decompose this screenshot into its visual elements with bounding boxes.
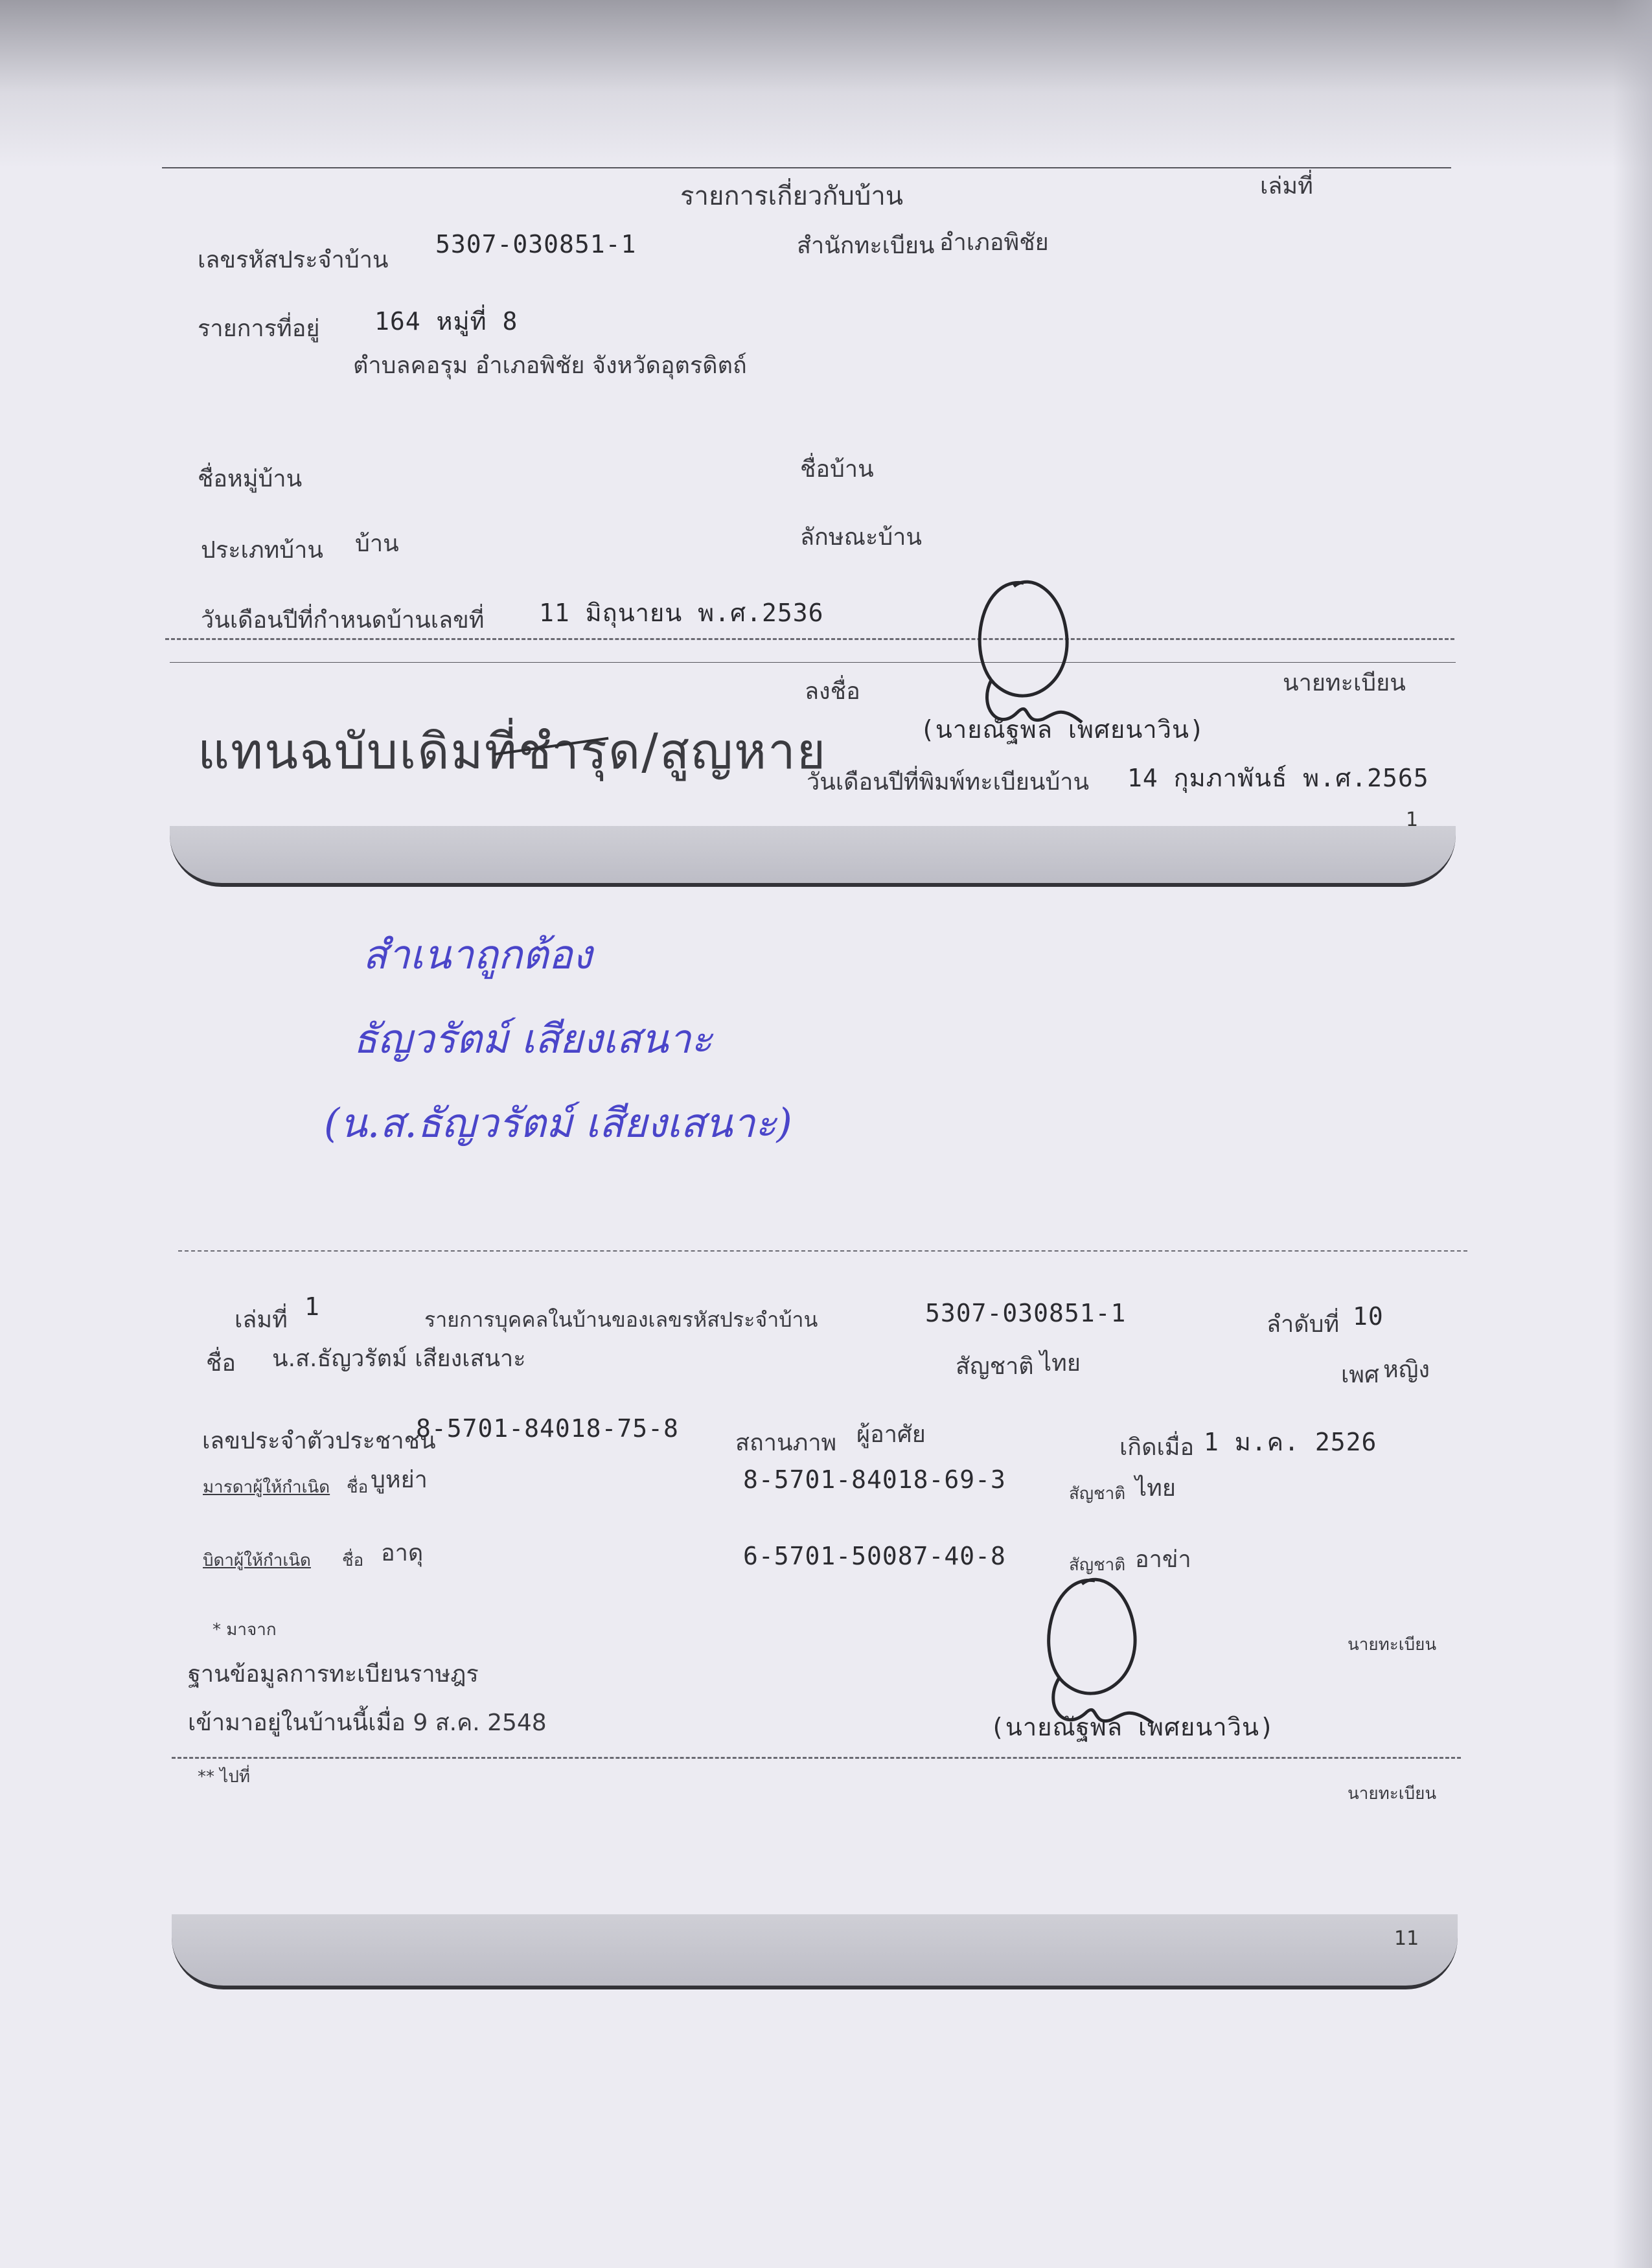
cert-line-3: (น.ส.ธัญวรัตม์ เสียงเสนาะ) — [324, 1099, 792, 1147]
birth-value: 1 ม.ค. 2526 — [1204, 1428, 1377, 1456]
house-style-label: ลักษณะบ้าน — [800, 524, 922, 551]
mother-name-value: บูหย่า — [371, 1467, 428, 1493]
from-label: * มาจาก — [212, 1620, 277, 1640]
registrar-label-2: นายทะเบียน — [1348, 1784, 1437, 1804]
print-date-label: วันเดือนปีที่พิมพ์ทะเบียนบ้าน — [807, 769, 1090, 796]
status-value: ผู้อาศัย — [856, 1421, 926, 1448]
nationality-value: ไทย — [1040, 1350, 1081, 1377]
person-registrar-name: (นายณัฐพล เพศยนาวิน) — [990, 1713, 1275, 1741]
scan-shadow-top — [0, 0, 1652, 168]
cert-line-1: สำเนาถูกต้อง — [363, 931, 592, 978]
name-value: น.ส.ธัญวรัตม์ เสียงเสนาะ — [272, 1346, 526, 1372]
person-house-id: 5307-030851-1 — [925, 1299, 1127, 1327]
mother-id-value: 8-5701-84018-69-3 — [743, 1465, 1006, 1494]
father-name-label: ชื่อ — [342, 1551, 364, 1570]
citizen-id-label: เลขประจำตัวประชาชน — [202, 1428, 436, 1454]
sex-value: หญิง — [1383, 1357, 1430, 1383]
card-bottom-band — [170, 826, 1456, 887]
birth-label: เกิดเมื่อ — [1119, 1434, 1195, 1461]
address-line2: ตำบลคอรุม อำเภอพิชัย จังหวัดอุตรดิตถ์ — [353, 352, 747, 379]
registry-office-label: สำนักทะเบียน — [797, 233, 935, 259]
moved-in-text: เข้ามาอยู่ในบ้านนี้เมื่อ 9 ส.ค. 2548 — [188, 1710, 547, 1736]
dashed-divider — [165, 638, 1454, 640]
registrar-label: นายทะเบียน — [1283, 670, 1406, 696]
sex-label: เพศ — [1341, 1362, 1379, 1388]
name-label: ชื่อ — [206, 1350, 236, 1377]
thin-rule — [170, 662, 1456, 663]
seq-label: ลำดับที่ — [1267, 1311, 1340, 1338]
from-text: ฐานข้อมูลการทะเบียนราษฎร — [188, 1661, 479, 1688]
person-card-bottom-band — [172, 1914, 1458, 1989]
person-title: รายการบุคคลในบ้านของเลขรหัสประจำบ้าน — [424, 1307, 818, 1332]
father-name-value: อาดุ — [381, 1540, 424, 1566]
mother-nationality-value: ไทย — [1135, 1475, 1176, 1502]
house-id-label: เลขรหัสประจำบ้าน — [198, 247, 389, 273]
father-id-value: 6-5701-50087-40-8 — [743, 1542, 1006, 1570]
registrar-label-1: นายทะเบียน — [1348, 1635, 1437, 1655]
mother-nationality-label: สัญชาติ — [1069, 1484, 1126, 1504]
sign-label: ลงชื่อ — [805, 678, 860, 705]
address-label: รายการที่อยู่ — [198, 315, 320, 342]
village-label: ชื่อหมู่บ้าน — [198, 466, 303, 492]
person-book-label: เล่มที่ — [235, 1307, 288, 1333]
house-id-value: 5307-030851-1 — [435, 230, 637, 258]
registrar-name: (นายณัฐพล เพศยนาวิน) — [920, 715, 1205, 744]
replacement-stamp: แทนฉบับเดิมที่ชำรุด/สูญหาย — [198, 722, 827, 780]
to-label: ** ไปที่ — [198, 1767, 250, 1787]
house-name-label: ชื่อบ้าน — [800, 456, 874, 483]
person-dashed-divider — [172, 1757, 1461, 1759]
scan-shadow-right — [1613, 0, 1652, 2268]
father-nationality-value: อาข่า — [1135, 1546, 1191, 1573]
page-number: 1 — [1406, 808, 1419, 831]
house-type-label: ประเภทบ้าน — [201, 537, 323, 564]
assigned-date-label: วันเดือนปีที่กำหนดบ้านเลขที่ — [201, 607, 485, 634]
person-book-number: 1 — [304, 1292, 320, 1321]
mother-label: มารดาผู้ให้กำเนิด — [203, 1478, 330, 1497]
nationality-label: สัญชาติ — [956, 1353, 1034, 1380]
cert-line-2: ธัญวรัตม์ เสียงเสนาะ — [353, 1015, 713, 1062]
top-rule — [162, 167, 1451, 168]
seq-value: 10 — [1353, 1302, 1384, 1331]
person-top-rule — [178, 1250, 1467, 1252]
address-line1: 164 หมู่ที่ 8 — [374, 307, 518, 336]
book-label: เล่มที่ — [1260, 173, 1313, 200]
mother-name-label: ชื่อ — [347, 1478, 369, 1497]
registry-office-value: อำเภอพิชัย — [939, 229, 1049, 256]
father-nationality-label: สัญชาติ — [1069, 1555, 1126, 1575]
person-page-number: 11 — [1394, 1927, 1419, 1950]
print-date-value: 14 กุมภาพันธ์ พ.ศ.2565 — [1127, 764, 1429, 792]
status-label: สถานภาพ — [735, 1430, 837, 1456]
citizen-id-value: 8-5701-84018-75-8 — [416, 1414, 679, 1443]
father-label: บิดาผู้ให้กำเนิด — [203, 1551, 311, 1570]
house-record-title: รายการเกี่ยวกับบ้าน — [680, 181, 904, 211]
assigned-date-value: 11 มิถุนายน พ.ศ.2536 — [539, 599, 824, 627]
house-type-value: บ้าน — [355, 531, 399, 557]
